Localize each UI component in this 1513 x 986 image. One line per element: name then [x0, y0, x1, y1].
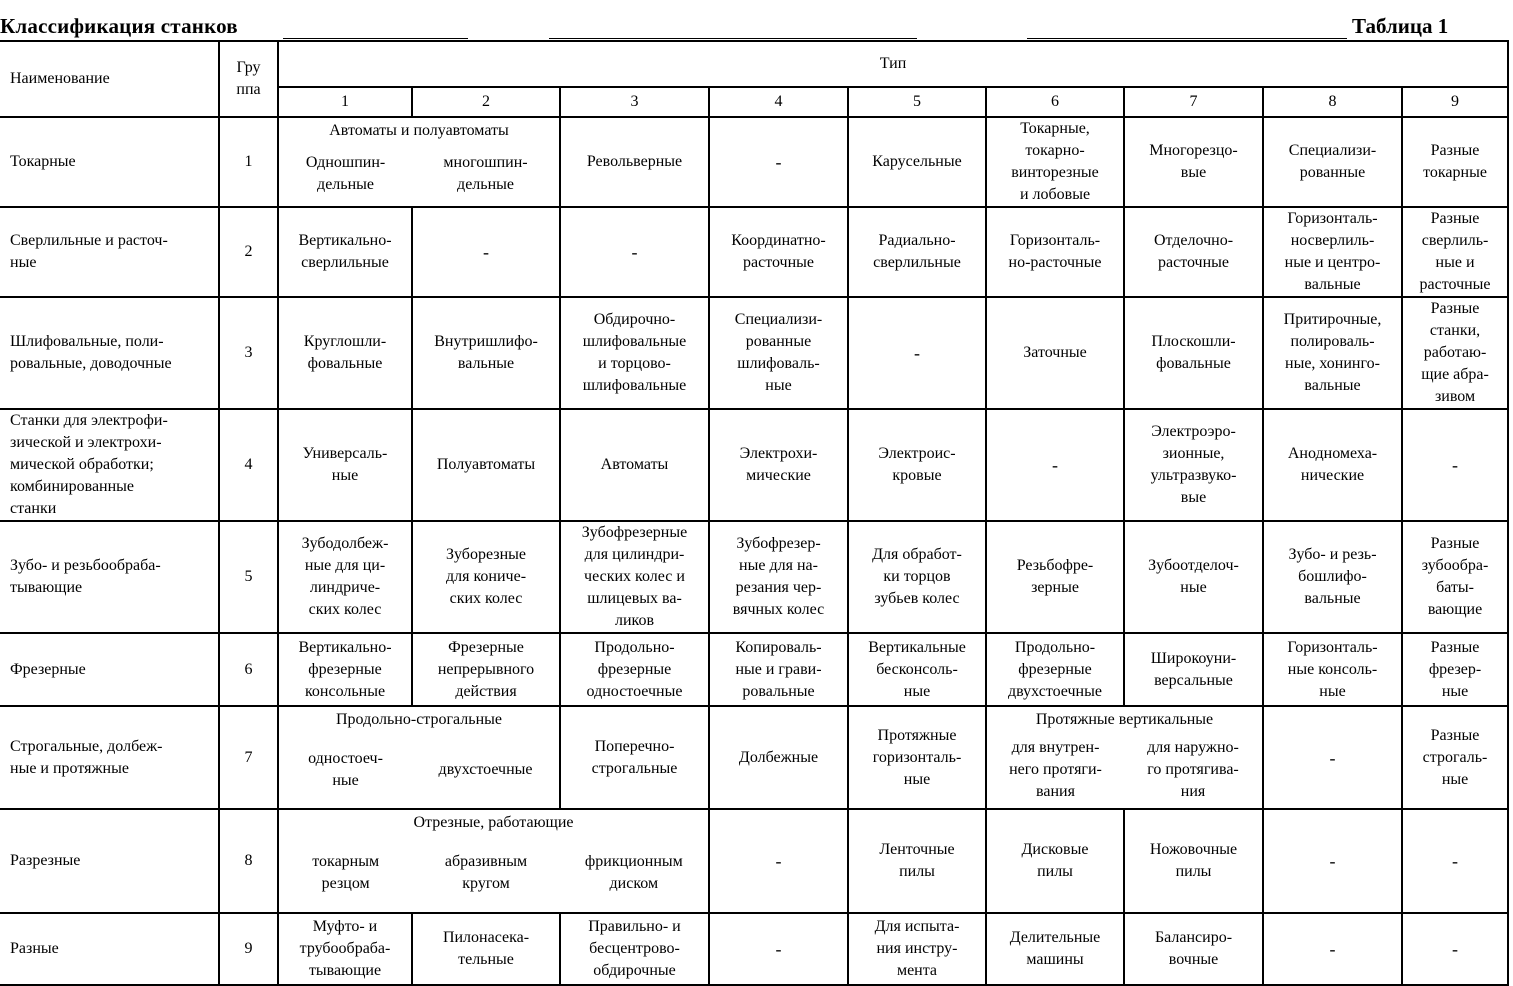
- header-rule: [1027, 38, 1347, 39]
- row-group: 2: [219, 207, 278, 297]
- type-cell-2: Внутришлифо- вальные: [412, 297, 560, 409]
- grouped-cell: [278, 706, 560, 809]
- type-cell-8: Горизонталь- носверлиль- ные и центро- вальные: [1263, 207, 1402, 297]
- type-cell-1: Вертикально- сверлильные: [278, 207, 412, 297]
- type-cell-4: -: [709, 809, 848, 913]
- type-cell-9: -: [1402, 913, 1508, 985]
- type-cell-3: Продольно- фрезерные одностоечные: [560, 633, 709, 706]
- type-cell-2: многошпин- дельные: [443, 154, 528, 193]
- type-cell-2: двухстоечные: [438, 760, 533, 778]
- header-rule: [283, 38, 468, 39]
- type-cell-9: -: [1402, 809, 1508, 913]
- table-row: [0, 913, 1508, 985]
- group-heading: Автоматы и полуавтоматы: [329, 122, 509, 139]
- type-cell-1: Зубодолбеж- ные для ци- линдриче- ских колес: [278, 521, 412, 633]
- row-name: Станки для электрофи- зической и электрохи- мической обработки; комбинированные станки: [0, 409, 219, 521]
- table-row: [0, 409, 1508, 521]
- grouped-cell: [278, 117, 560, 207]
- type-cell-7: Отделочно- расточные: [1124, 207, 1263, 297]
- type-cell-1: токарным резцом: [312, 853, 380, 892]
- row-name: Шлифовальные, поли- ровальные, доводочные: [0, 297, 219, 409]
- type-cell-4: Зубофрезер- ные для на- резания чер- вячных колес: [709, 521, 848, 633]
- type-cell-7: Плоскошли- фовальные: [1124, 297, 1263, 409]
- type-cell-6: Дисковые пилы: [986, 809, 1124, 913]
- type-cell-4: Специализи- рованные шлифоваль- ные: [709, 297, 848, 409]
- type-cell-3: -: [560, 207, 709, 297]
- type-cell-2: Пилонасека- тельные: [412, 913, 560, 985]
- row-name: Токарные: [0, 117, 219, 207]
- type-cell-1: одностоеч- ные: [308, 749, 383, 789]
- type-cell-2: Полуавтоматы: [412, 409, 560, 521]
- type-cell-3: Правильно- и бесцентрово- обдирочные: [560, 913, 709, 985]
- type-cell-1: Одношпин- дельные: [305, 154, 386, 193]
- table-row: [0, 117, 1508, 207]
- type-cell-5: Для испыта- ния инстру- мента: [848, 913, 986, 985]
- type-cell-6: Резьбофре- зерные: [986, 521, 1124, 633]
- type-number-3: 3: [560, 87, 709, 117]
- row-group: 6: [219, 633, 278, 706]
- type-cell-7: Широкоуни- версальные: [1124, 633, 1263, 706]
- type-cell-3: фрикционным диском: [584, 853, 683, 892]
- type-cell-1: Вертикально- фрезерные консольные: [278, 633, 412, 706]
- page-title: Классификация станков: [0, 14, 238, 38]
- type-cell-5: Вертикальные бесконсоль- ные: [848, 633, 986, 706]
- type-number-9: 9: [1402, 87, 1508, 117]
- type-cell-3: Зубофрезерные для цилиндри- ческих колес и шлицевых ва- ликов: [560, 521, 709, 633]
- type-number-1: 1: [278, 87, 412, 117]
- type-cell-9: Разные зубообра- баты- вающие: [1402, 521, 1508, 633]
- type-cell-3: Револьверные: [560, 117, 709, 207]
- type-number-7: 7: [1124, 87, 1263, 117]
- type-cell-8: Горизонталь- ные консоль- ные: [1263, 633, 1402, 706]
- type-cell-7: Ножовочные пилы: [1124, 809, 1263, 913]
- type-cell-8: Анодномеха- нические: [1263, 409, 1402, 521]
- table-row: [0, 633, 1508, 706]
- table-row: [0, 207, 1508, 297]
- group-heading: Отрезные, работающие: [413, 814, 574, 831]
- row-name: Разные: [0, 913, 219, 985]
- type-cell-2: абразивным кругом: [444, 853, 528, 892]
- type-cell-1: Круглошли- фовальные: [278, 297, 412, 409]
- type-number-6: 6: [986, 87, 1124, 117]
- type-cell-7: Многорезцо- вые: [1124, 117, 1263, 207]
- type-cell-3: Автоматы: [560, 409, 709, 521]
- type-cell-6: Делительные машины: [986, 913, 1124, 985]
- row-name: Строгальные, долбеж- ные и протяжные: [0, 706, 219, 809]
- type-cell-7: Зубоотделоч- ные: [1124, 521, 1263, 633]
- type-cell-8: -: [1263, 706, 1402, 809]
- type-cell-5: Радиально- сверлильные: [848, 207, 986, 297]
- grouped-cell: [986, 706, 1263, 809]
- type-cell-8: Притирочные, полироваль- ные, хонинго- вальные: [1263, 297, 1402, 409]
- type-cell-2: Зуборезные для кониче- ских колес: [412, 521, 560, 633]
- header-name: Наименование: [0, 41, 219, 117]
- type-cell-5: Ленточные пилы: [848, 809, 986, 913]
- type-cell-7: для наружно- го протягива- ния: [1147, 738, 1239, 800]
- type-cell-4: Координатно- расточные: [709, 207, 848, 297]
- type-number-4: 4: [709, 87, 848, 117]
- type-cell-4: Копироваль- ные и грави- ровальные: [709, 633, 848, 706]
- row-name: Фрезерные: [0, 633, 219, 706]
- type-cell-1: Универсаль- ные: [278, 409, 412, 521]
- type-cell-7: Электроэро- зионные, ультразвуко- вые: [1124, 409, 1263, 521]
- header-type: Тип: [278, 41, 1508, 87]
- type-cell-8: Зубо- и резь- бошлифо- вальные: [1263, 521, 1402, 633]
- type-cell-9: Разные строгаль- ные: [1402, 706, 1508, 809]
- type-cell-2: -: [412, 207, 560, 297]
- group-heading: Протяжные вертикальные: [1035, 711, 1214, 728]
- type-cell-4: -: [709, 117, 848, 207]
- header-rule: [549, 38, 917, 39]
- classification-table: [0, 40, 1509, 986]
- type-cell-5: Для обработ- ки торцов зубьев колес: [848, 521, 986, 633]
- row-group: 8: [219, 809, 278, 913]
- type-cell-4: Долбежные: [709, 706, 848, 809]
- type-cell-9: Разные фрезер- ные: [1402, 633, 1508, 706]
- row-name: Разрезные: [0, 809, 219, 913]
- table-row: [0, 809, 1508, 913]
- type-cell-6: Горизонталь- но-расточные: [986, 207, 1124, 297]
- table-row: [0, 706, 1508, 809]
- type-cell-5: Электроис- кровые: [848, 409, 986, 521]
- type-cell-3: Поперечно- строгальные: [560, 706, 709, 809]
- row-group: 4: [219, 409, 278, 521]
- type-number-2: 2: [412, 87, 560, 117]
- table-number: Таблица 1: [1352, 14, 1449, 38]
- type-cell-6: -: [986, 409, 1124, 521]
- header-group: Гру ппа: [219, 41, 278, 117]
- type-number-8: 8: [1263, 87, 1402, 117]
- type-cell-9: Разные сверлиль- ные и расточные: [1402, 207, 1508, 297]
- group-heading: Продольно-строгальные: [336, 711, 502, 728]
- row-group: 3: [219, 297, 278, 409]
- table-row: [0, 297, 1508, 409]
- type-cell-6: для внутрен- него протяги- вания: [1009, 738, 1102, 800]
- type-cell-1: Муфто- и трубообраба- тывающие: [278, 913, 412, 985]
- type-cell-7: Балансиро- вочные: [1124, 913, 1263, 985]
- row-name: Зубо- и резьбообраба- тывающие: [0, 521, 219, 633]
- type-cell-8: -: [1263, 809, 1402, 913]
- type-cell-6: Токарные, токарно- винторезные и лобовые: [986, 117, 1124, 207]
- table-row: [0, 521, 1508, 633]
- grouped-cell: [278, 809, 709, 913]
- type-cell-2: Фрезерные непрерывного действия: [412, 633, 560, 706]
- type-cell-9: Разные станки, работаю- щие абра- зивом: [1402, 297, 1508, 409]
- type-cell-8: -: [1263, 913, 1402, 985]
- type-cell-9: -: [1402, 409, 1508, 521]
- type-cell-9: Разные токарные: [1402, 117, 1508, 207]
- type-cell-5: -: [848, 297, 986, 409]
- type-cell-3: Обдирочно- шлифовальные и торцово- шлифовальные: [560, 297, 709, 409]
- type-cell-6: Продольно- фрезерные двухстоечные: [986, 633, 1124, 706]
- type-cell-8: Специализи- рованные: [1263, 117, 1402, 207]
- type-cell-6: Заточные: [986, 297, 1124, 409]
- row-group: 7: [219, 706, 278, 809]
- type-cell-5: Протяжные горизонталь- ные: [848, 706, 986, 809]
- row-group: 1: [219, 117, 278, 207]
- type-cell-4: -: [709, 913, 848, 985]
- row-group: 5: [219, 521, 278, 633]
- type-number-5: 5: [848, 87, 986, 117]
- row-name: Сверлильные и расточ- ные: [0, 207, 219, 297]
- type-cell-4: Электрохи- мические: [709, 409, 848, 521]
- type-cell-5: Карусельные: [848, 117, 986, 207]
- row-group: 9: [219, 913, 278, 985]
